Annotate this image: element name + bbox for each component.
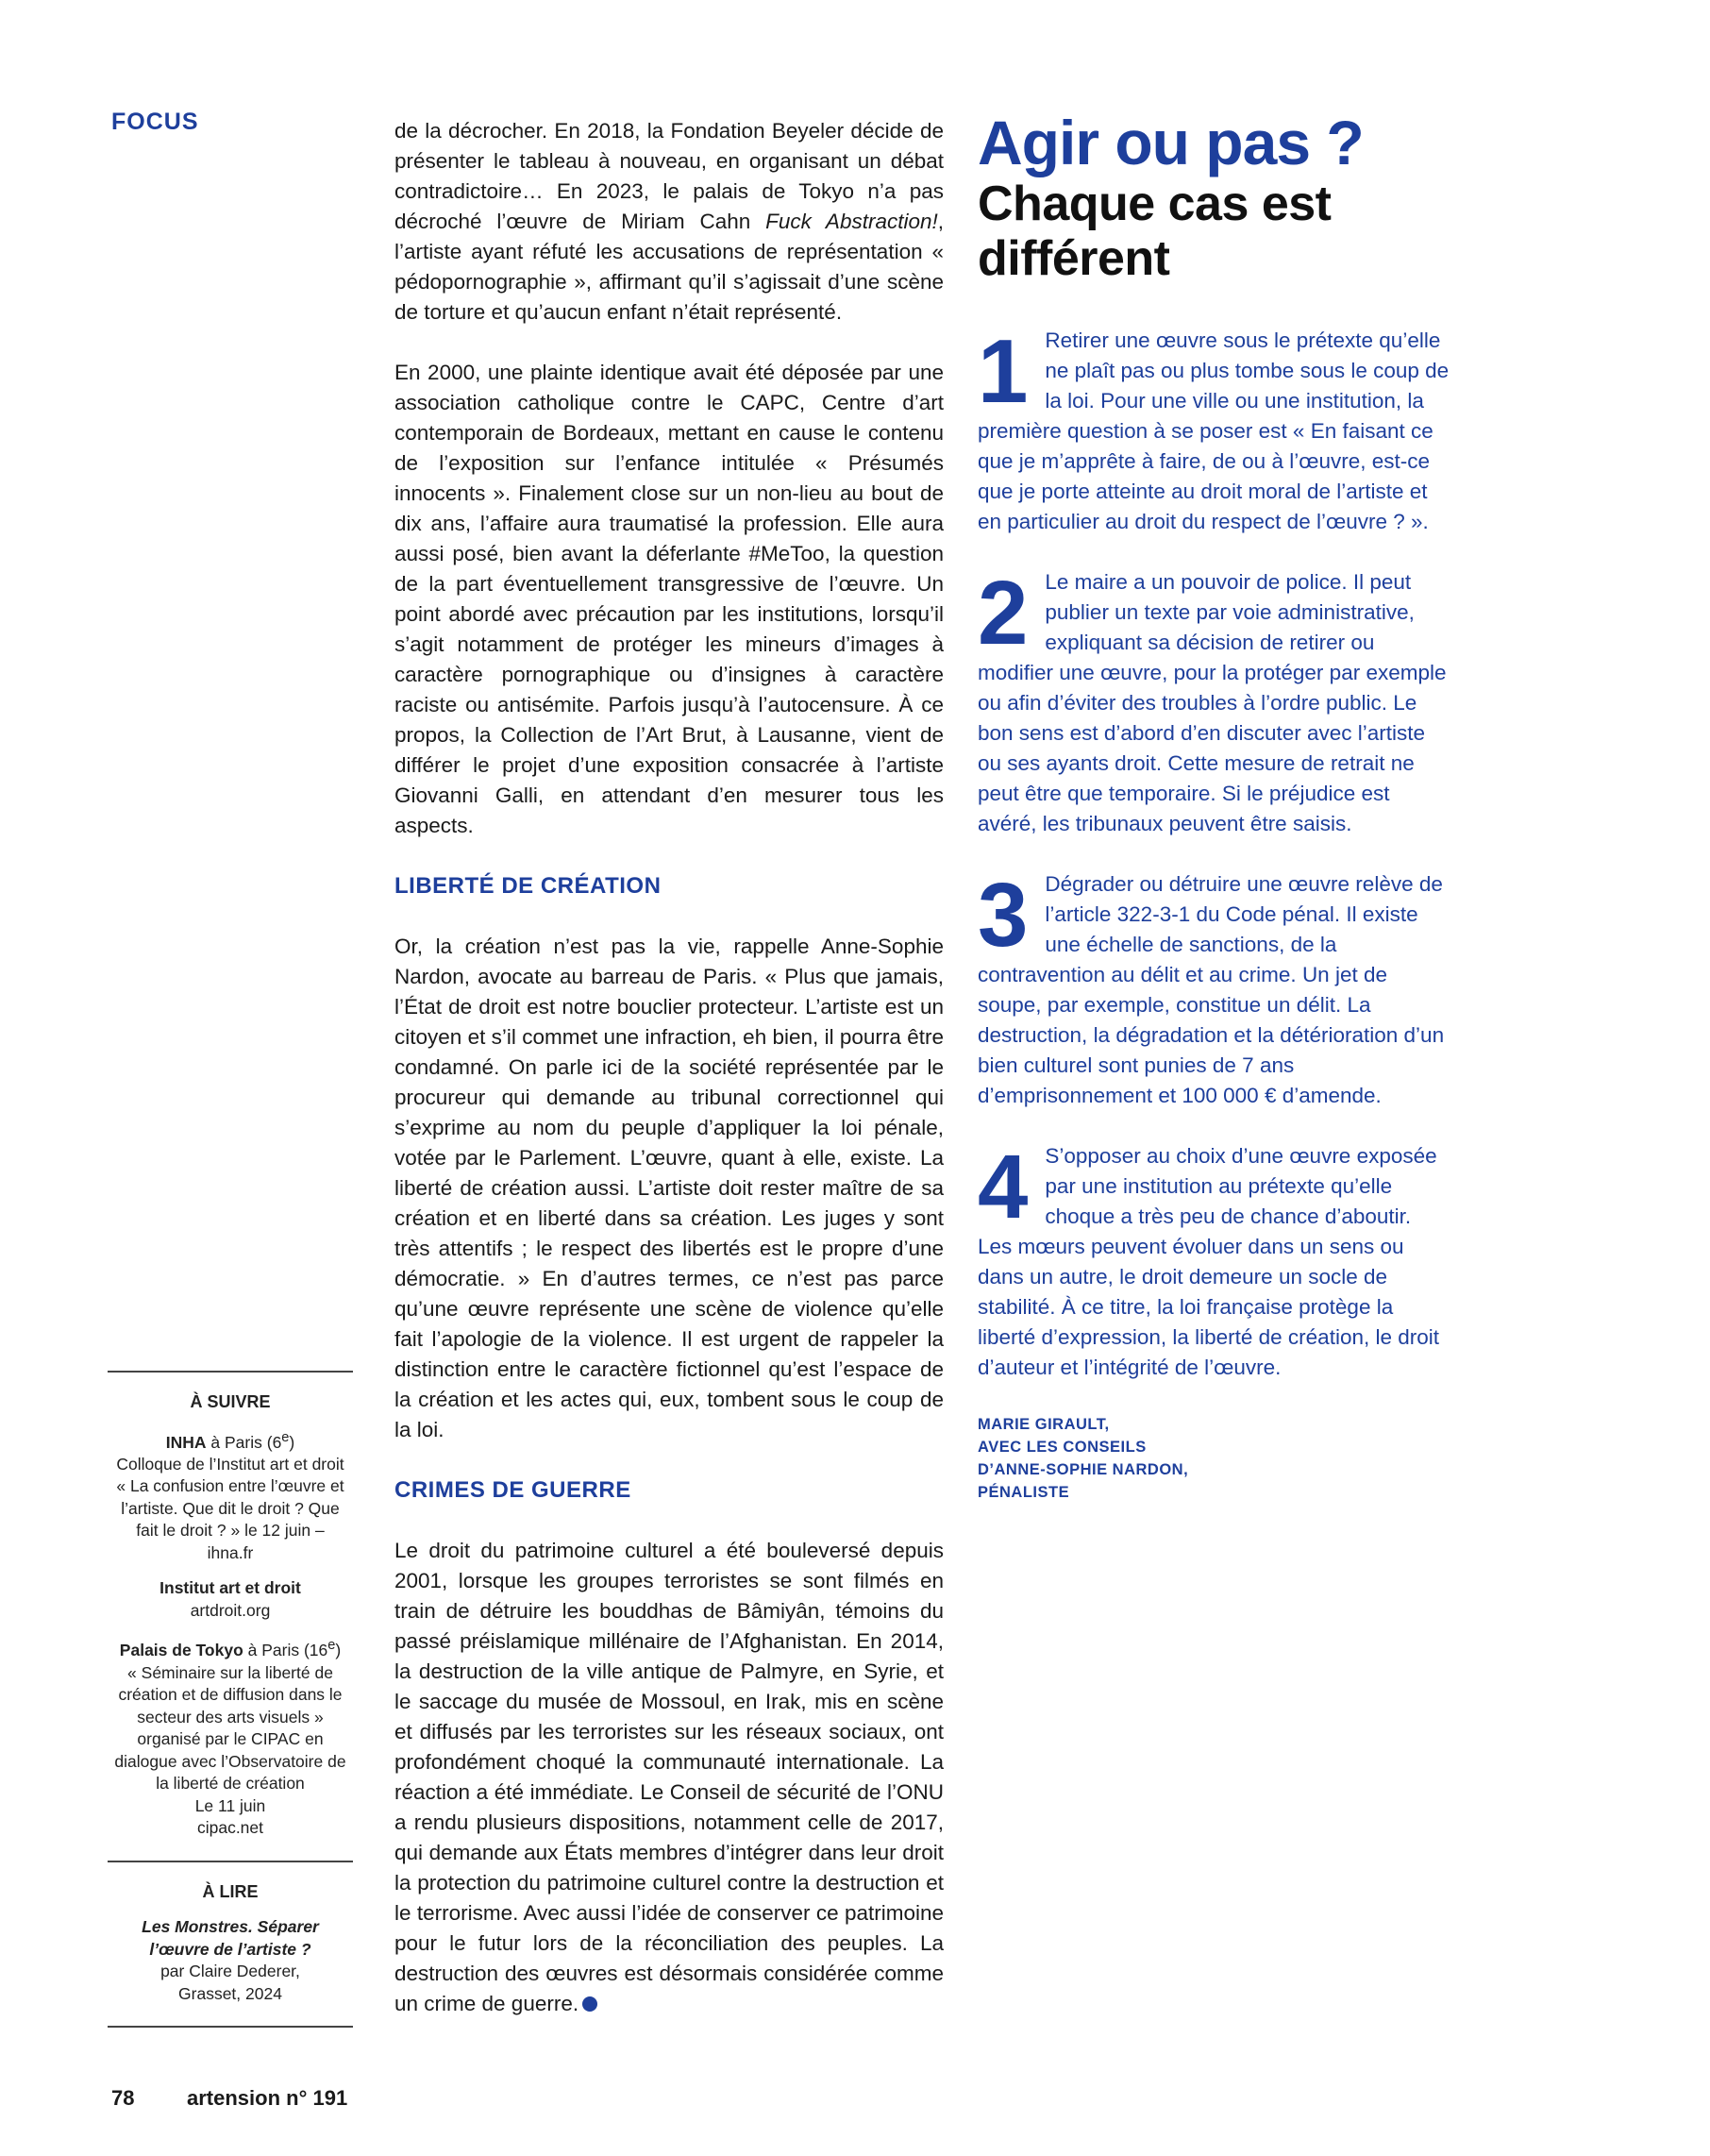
page-number: 78 <box>111 2086 135 2110</box>
event-name: Palais de Tokyo <box>119 1641 243 1660</box>
book-publisher: Grasset, 2024 <box>178 1983 282 2003</box>
a-suivre-title: À SUIVRE <box>190 1392 271 1411</box>
paragraph: Or, la création n’est pas la vie, rappelle Anne-Sophie Nardon, avocate au barreau de Paris. « Plus que jamais, l’État de droit est notre bouclier protecteur. L’artiste est un citoyen et s’il commet une infraction, eh bien, il pourra être condamné. On parle ici de la société représentée par le procureur qui demande au tribunal correctionnel qui s’exprime au nom du peuple d’appliquer la loi pénale, votée par le Parlement. L’œuvre, quant à elle, existe. La liberté de création aussi. L’artiste doit rester maître de sa création et en liberté dans sa création. Les juges y sont très attentifs ; le respect des libertés est le propre d’une démocratie. » En d’autres termes, ce n’est pas parce qu’une œuvre représente une scène de violence qu’elle fait l’apologie de la violence. Il est urgent de rappeler la distinction entre le caractère fictionnel qu’est l’espace de la création et les actes qui, eux, tombent sous le coup de la loi. <box>394 935 944 1441</box>
magazine-issue: artension n° 191 <box>187 2086 348 2110</box>
artwork-title: Fuck Abstraction! <box>765 210 938 233</box>
a-suivre-box <box>108 1373 353 1861</box>
end-mark <box>582 1996 597 2012</box>
subheading: LIBERTÉ DE CRÉATION <box>394 873 662 899</box>
event-description: Colloque de l’Institut art et droit « La confusion entre l’œuvre et l’artiste. Que dit le droit ? Que fait le droit ? » le 12 juin – ihna.fr <box>116 1454 344 1562</box>
point-text: Retirer une œuvre sous le prétexte qu’elle ne plaît pas ou plus tombe sous le coup de la loi. Pour une ville ou une institution, la première question à se poser est « En faisant ce que je m’apprête à faire, de ou à l’œuvre, est-ce que je porte atteinte au droit moral de l’artiste et en particulier au droit du respect de l’œuvre ? ». <box>978 328 1450 533</box>
point-number: 3 <box>978 865 1029 966</box>
event-inha <box>111 1427 349 1565</box>
book-title: Les Monstres. Séparer l’œuvre de l’artiste ? <box>142 1917 319 1959</box>
point-number: 4 <box>978 1137 1029 1238</box>
numbered-point <box>978 321 1450 537</box>
section-tag: FOCUS <box>111 109 199 135</box>
byline: MARIE GIRAULT, AVEC LES CONSEILS D’ANNE-SOPHIE NARDON, PÉNALISTE <box>978 1416 1189 1501</box>
paragraph: En 2000, une plainte identique avait été déposée par une association catholique contre le CAPC, Centre d’art contemporain de Bordeaux, mettant en cause le contenu de l’exposition sur l’enfance intitulée « Présumés innocents ». Finalement close sur un non-lieu au bout de dix ans, l’affaire aura traumatisé la profession. Elle aura aussi posé, bien avant la déferlante #MeToo, la question de la part éventuellement transgressive de l’œuvre. Un point abordé avec précaution par les institutions, lorsqu’il s’agit notamment de protéger les mineurs d’images à caractère pornographique ou d’insignes à caractère raciste ou antisémite. Parfois jusqu’à l’autocensure. À ce propos, la Collection de l’Art Brut, à Lausanne, vient de différer le projet d’une exposition consacrée à l’artiste Giovanni Galli, en attendant d’en mesurer tous les aspects. <box>394 361 944 837</box>
box-subhead: Chaque cas est différent <box>978 177 1332 286</box>
point-text: Dégrader ou détruire une œuvre relève de l’article 322-3-1 du Code pénal. Il existe une échelle de sanctions, de la contravention au délit et au crime. Un jet de soupe, par exemple, constitue un délit. La destruction, la dégradation et la détérioration d’un bien culturel sont punies de 7 ans d’emprisonnement et 100 000 € d’amende. <box>978 872 1445 1107</box>
book-author: par Claire Dederer, <box>160 1962 300 1981</box>
event-url: artdroit.org <box>190 1600 271 1620</box>
paragraph: Le droit du patrimoine culturel a été bouleversé depuis 2001, lorsque les groupes terroristes se sont filmés en train de détruire les bouddhas de Bâmiyân, témoins du passé préislamique millénaire de l’Afghanistan. En 2014, la destruction de la ville antique de Palmyre, en Syrie, et le saccage du musée de Mossoul, en Irak, mis en scène et diffusés par les terroristes sur les réseaux sociaux, ont profondément choqué la communauté internationale. La réaction a été immédiate. Le Conseil de sécurité de l’ONU a rendu plusieurs dispositions, notamment celle de 2017, qui demande aux États membres d’intégrer dans leur droit la protection du patrimoine culturel contre la destruction et le terrorisme. Avec aussi l’idée de conserver ce patrimoine pour le futur lors de la réconciliation des peuples. La destruction des œuvres est désormais considérée comme un crime de guerre. <box>394 1539 944 2015</box>
event-place: à Paris (16 <box>243 1641 328 1660</box>
point-text: Le maire a un pouvoir de police. Il peut publier un texte par voie administrative, expliquant sa décision de retirer ou modifier une œuvre, pour la protéger par exemple ou afin d’éviter des troubles à l’ordre public. Le bon sens est d’abord d’en discuter avec l’artiste ou ses ayants droit. Cette mesure de retrait ne peut être que temporaire. Si le préjudice est avéré, les tribunaux peuvent être saisis. <box>978 570 1447 835</box>
event-name: INHA <box>165 1432 207 1452</box>
event-place-sup: e <box>327 1638 336 1654</box>
event-place-end: ) <box>289 1432 295 1452</box>
event-place: à Paris (6 <box>206 1432 282 1452</box>
a-lire-box <box>108 1862 353 2027</box>
divider <box>108 2026 353 2028</box>
book-entry <box>111 1916 349 2005</box>
point-number: 2 <box>978 563 1029 664</box>
event-description: « Séminaire sur la liberté de création et de diffusion dans le secteur des arts visuels » organisé par le CIPAC en dialogue avec l’Observatoire de la liberté de création <box>114 1662 346 1794</box>
point-text: S’opposer au choix d’une œuvre exposée par une institution au prétexte qu’elle choque a très peu de chance d’aboutir. Les mœurs peuvent évoluer dans un sens ou dans un autre, le droit demeure un socle de stabilité. À ce titre, la loi française protège la liberté d’expression, la liberté de création, le droit d’auteur et l’intégrité de l’œuvre. <box>978 1144 1440 1379</box>
numbered-point <box>978 563 1450 839</box>
numbered-point <box>978 1137 1450 1383</box>
numbered-point <box>978 865 1450 1111</box>
event-palais <box>111 1635 349 1839</box>
event-place-sup: e <box>281 1429 290 1445</box>
event-institut <box>111 1577 349 1622</box>
subheading: CRIMES DE GUERRE <box>394 1477 631 1503</box>
box-headline: Agir ou pas ? <box>978 108 1364 177</box>
sidebar <box>108 1371 353 2028</box>
a-lire-title: À LIRE <box>202 1881 259 1901</box>
event-url: cipac.net <box>196 1818 264 1838</box>
event-date: Le 11 juin <box>194 1795 266 1815</box>
paragraph: de la décrocher. En 2018, la Fondation Beyeler décide de présenter le tableau à nouveau, en organisant un débat contradictoire… En 2023, le palais de Tokyo n’a pas décroché l’œuvre de Miriam Cahn Fuck Abstraction!, l’artiste ayant réfuté les accusations de représentation « pédopornographie », affirmant qu’il s’agissait d’une scène de torture et qu’aucun enfant n’était représenté. <box>394 119 945 324</box>
event-place-end: ) <box>335 1641 342 1660</box>
article-body <box>394 116 944 2049</box>
info-box <box>978 109 1450 1504</box>
event-name: Institut art et droit <box>159 1578 301 1598</box>
point-number: 1 <box>978 321 1029 422</box>
